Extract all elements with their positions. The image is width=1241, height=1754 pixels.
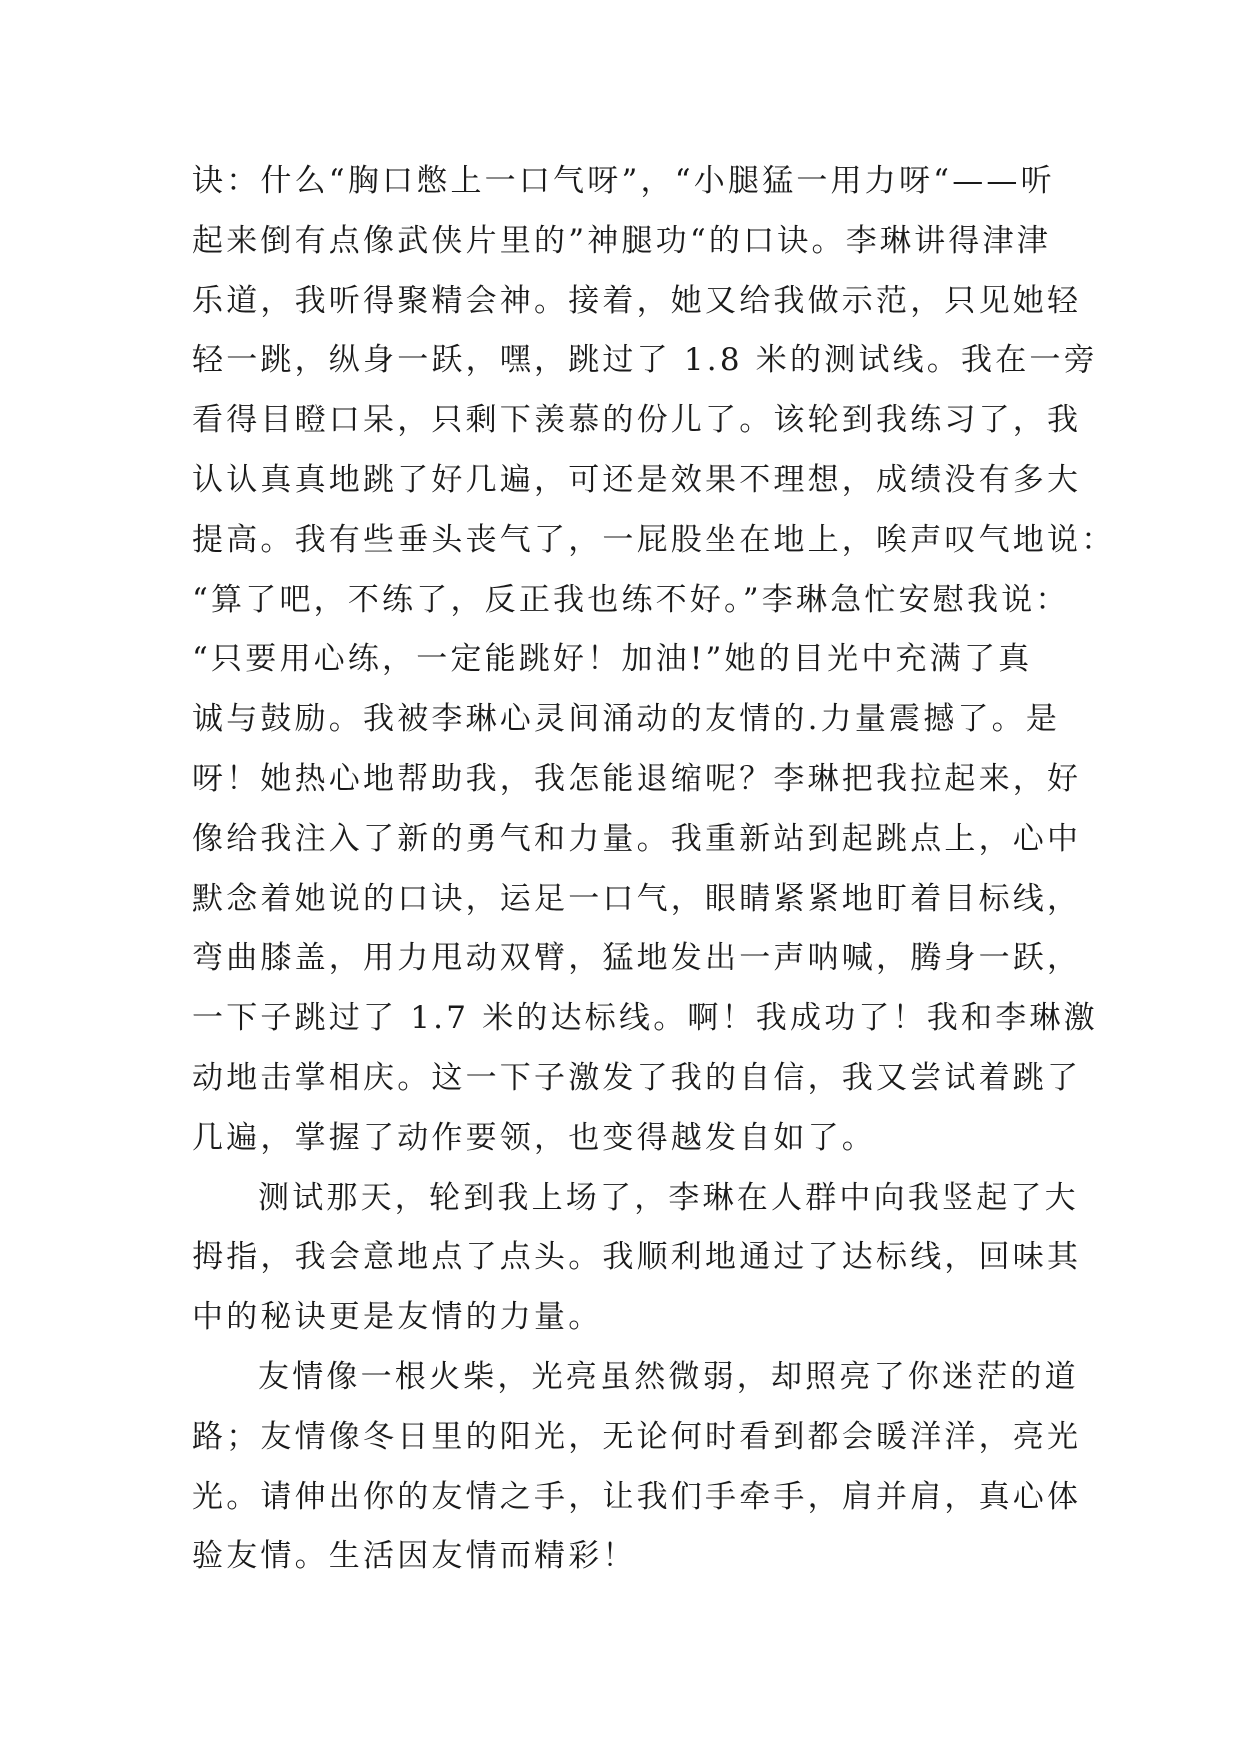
text-line: 默念着她说的口诀，运足一口气，眼睛紧紧地盯着目标线， [192, 880, 1082, 917]
text-line: 乐道，我听得聚精会神。接着，她又给我做示范，只见她轻 [192, 282, 1082, 319]
text-line: 认认真真地跳了好几遍，可还是效果不理想，成绩没有多大 [192, 461, 1082, 498]
text-line: 中的秘诀更是友情的力量。 [192, 1299, 603, 1336]
text-line: 像给我注入了新的勇气和力量。我重新站到起跳点上，心中 [192, 820, 1082, 857]
text-line: 起来倒有点像武侠片里的”神腿功“的口诀。李琳讲得津津 [192, 222, 1051, 259]
text-line: “只要用心练，一定能跳好！加油!”她的目光中充满了真 [192, 641, 1033, 678]
text-line: 动地击掌相庆。这一下子激发了我的自信，我又尝试着跳了 [192, 1059, 1082, 1096]
text-line: 弯曲膝盖，用力甩动双臂，猛地发出一声呐喊，腾身一跃， [192, 940, 1082, 977]
text-line: 看得目瞪口呆，只剩下羡慕的份儿了。该轮到我练习了，我 [192, 402, 1082, 439]
text-line: 轻一跳，纵身一跃，嘿，跳过了 1.8 米的测试线。我在一旁 [192, 342, 1098, 379]
text-line: 一下子跳过了 1.7 米的达标线。啊！我成功了！我和李琳激 [192, 1000, 1098, 1037]
article-body [192, 152, 1116, 1587]
text-line: 提高。我有些垂头丧气了，一屁股坐在地上，唉声叹气地说： [192, 521, 1116, 558]
text-line: 几遍，掌握了动作要领，也变得越发自如了。 [192, 1119, 876, 1156]
text-line: 呀！她热心地帮助我，我怎能退缩呢？李琳把我拉起来，好 [192, 760, 1082, 797]
text-line: 诚与鼓励。我被李琳心灵间涌动的友情的.力量震撼了。是 [192, 701, 1061, 738]
text-line: 拇指，我会意地点了点头。我顺利地通过了达标线，回味其 [192, 1239, 1082, 1276]
text-line: 路；友情像冬日里的阳光，无论何时看到都会暖洋洋，亮光 [192, 1418, 1082, 1455]
text-line: 验友情。生活因友情而精彩！ [192, 1538, 637, 1575]
paragraph-start-line: 测试那天，轮到我上场了，李琳在人群中向我竖起了大 [258, 1179, 1079, 1216]
text-line: 光。请伸出你的友情之手，让我们手牵手，肩并肩，真心体 [192, 1478, 1082, 1515]
text-line: “算了吧，不练了，反正我也练不好。”李琳急忙安慰我说： [192, 581, 1070, 618]
paragraph-start-line: 友情像一根火柴，光亮虽然微弱，却照亮了你迷茫的道 [258, 1358, 1079, 1395]
text-line: 诀：什么“胸口憋上一口气呀”，“小腿猛一用力呀“——听 [192, 163, 1055, 199]
